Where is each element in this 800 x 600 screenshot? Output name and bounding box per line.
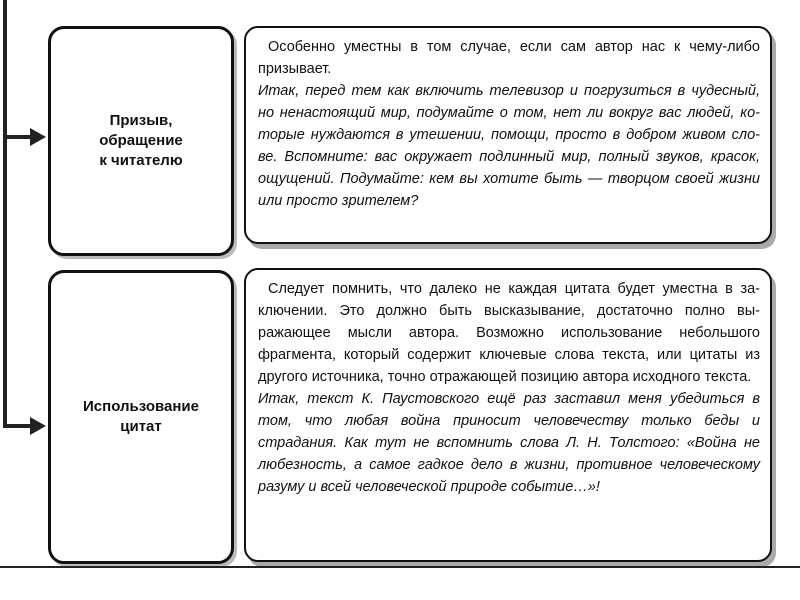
text-box-quotes bbox=[244, 268, 772, 562]
bottom-divider bbox=[0, 566, 800, 568]
appeal-example: Итак, перед тем как включить телевизор и погрузиться в чудесный, но ненастоящий мир, подумайте о том, нет ли вокруг вас людей, ко-торые нуждаются в утешении, помощи, просто в добром живом сло-ве. Вспомните: вас окружает подлинный мир, полный звуков, красок, ощущений. Подумайте: кем вы хотите быть — творцом своей жизни или просто зрителем? bbox=[258, 83, 760, 210]
label-quotes-text: Использование цитат bbox=[83, 397, 199, 435]
quotes-description: Следует помнить, что далеко не каждая цитата будет уместна в за-ключении. Это должно быть высказывание, достаточно полно вы-ражающее мысли автора. Возможно использование небольшого фрагмента, который содержит ключевые слова текста, или цитаты из другого источника, точно отражающей позицию автора исходного текста. bbox=[258, 281, 760, 386]
label-box-quotes bbox=[48, 270, 234, 564]
arrow-2-head-icon bbox=[30, 417, 46, 435]
arrow-1-head-icon bbox=[30, 128, 46, 146]
quotes-example: Итак, текст К. Паустовского ещё раз заставил меня убедиться в том, что любая война приносит человечеству только беды и страдания. Как тут не вспомнить слова Л. Н. Толстого: «Война не любезность, а самое гадкое дело в жизни, противное человеческому разуму и всей человеческой природе событие…»! bbox=[258, 391, 760, 496]
text-box-appeal bbox=[244, 26, 772, 244]
label-box-appeal bbox=[48, 26, 234, 256]
appeal-description: Особенно уместны в том случае, если сам автор нас к чему-либо призывает. bbox=[258, 39, 760, 78]
label-appeal-text: Призыв, обращение к читателю bbox=[99, 111, 183, 170]
